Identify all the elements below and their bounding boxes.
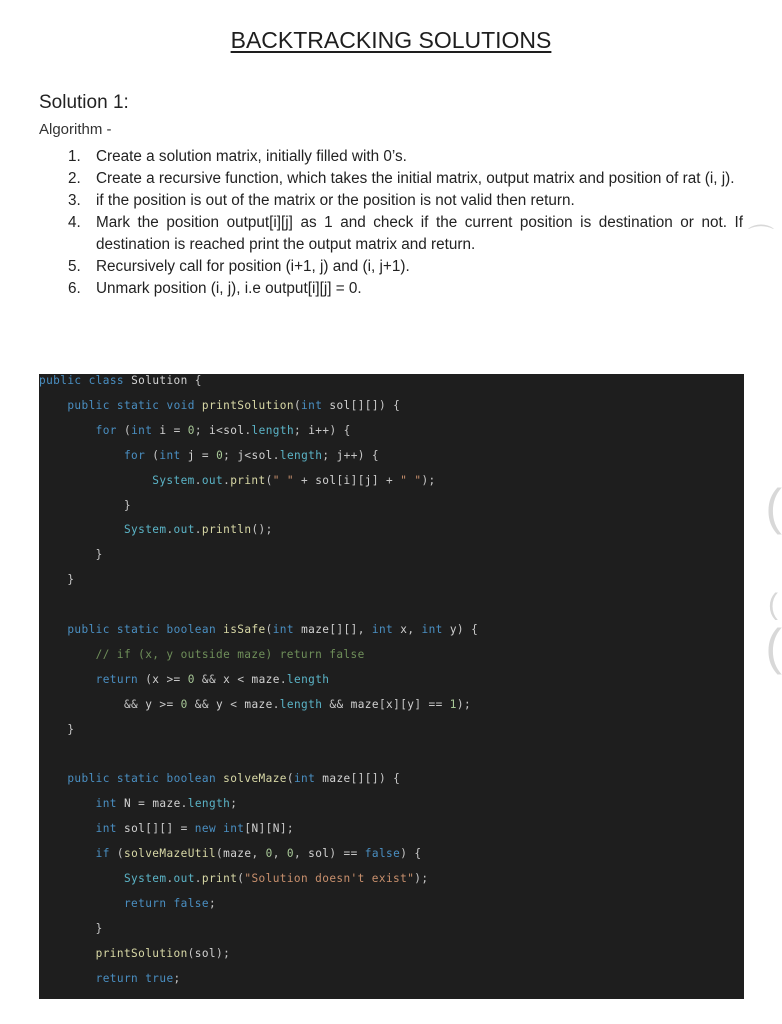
code-line: } — [39, 573, 75, 587]
code-line: if (solveMazeUtil(maze, 0, 0, sol) == false) { — [95, 847, 422, 861]
step-text: if the position is out of the matrix or the position is not valid then return. — [96, 192, 575, 209]
step-number: 4. — [68, 214, 81, 231]
code-line: System.out.print("Solution doesn't exist"); — [123, 872, 429, 885]
step-number: 1. — [68, 148, 81, 165]
code-block — [39, 374, 744, 999]
code-line: for (int j = 0; j<sol.length; j++) { — [123, 448, 380, 462]
algorithm-step — [39, 212, 743, 255]
code-line: public class Solution { — [39, 374, 202, 387]
step-text: Create a solution matrix, initially filled with 0’s. — [96, 148, 407, 165]
algorithm-label: Algorithm - — [39, 121, 112, 138]
step-text: Create a recursive function, which takes the initial matrix, output matrix and position of rat (i, j). — [96, 170, 735, 187]
code-line: public static boolean isSafe(int maze[][], int x, int y) { — [67, 623, 479, 636]
solution-heading: Solution 1: — [39, 92, 129, 113]
code-line: public static boolean solveMaze(int maze[][]) { — [67, 772, 401, 786]
step-text: Mark the position output[i][j] as 1 and check if the current position is destination or not. If destination is reached print the output matrix and return. — [96, 214, 743, 253]
edge-glyph: ( — [765, 619, 782, 675]
edge-glyph: ( — [768, 588, 778, 621]
algorithm-step — [39, 168, 743, 190]
code-line: } — [39, 498, 132, 512]
code-line: } — [39, 921, 103, 935]
page-title: BACKTRACKING SOLUTIONS — [230, 27, 552, 53]
algorithm-step — [39, 190, 743, 212]
step-number: 3. — [68, 192, 81, 209]
step-text: Unmark position (i, j), i.e output[i][j] = 0. — [96, 279, 362, 297]
algorithm-step — [39, 146, 743, 168]
code-line: int sol[][] = new int[N][N]; — [95, 822, 295, 836]
code-line: return (x >= 0 && x < maze.length — [95, 672, 330, 686]
code-line: System.out.println(); — [123, 523, 273, 537]
step-number: 6. — [68, 279, 81, 297]
step-number: 5. — [68, 257, 81, 275]
code-line: && y >= 0 && y < maze.length && maze[x][y] == 1); — [39, 697, 472, 711]
algorithm-step — [39, 278, 743, 300]
code-line: return true; — [95, 971, 181, 985]
code-line: int N = maze.length; — [95, 797, 238, 811]
code-line: public static void printSolution(int sol[][]) { — [67, 398, 401, 412]
code-line: return false; — [123, 896, 217, 910]
algorithm-steps — [39, 146, 743, 300]
code-line: // if (x, y outside maze) return false — [95, 647, 365, 661]
algorithm-step — [39, 256, 743, 278]
code-line: printSolution(sol); — [95, 946, 231, 960]
code-line: } — [39, 722, 75, 736]
code-line: System.out.print(" " + sol[i][j] + " "); — [152, 473, 436, 487]
step-number: 2. — [68, 170, 81, 187]
edge-glyph: ⌒ — [747, 223, 774, 253]
code-line: } — [39, 548, 103, 562]
code-line: for (int i = 0; i<sol.length; i++) { — [95, 423, 351, 437]
edge-glyph: ( — [765, 479, 782, 535]
step-text: Recursively call for position (i+1, j) and (i, j+1). — [96, 257, 410, 275]
